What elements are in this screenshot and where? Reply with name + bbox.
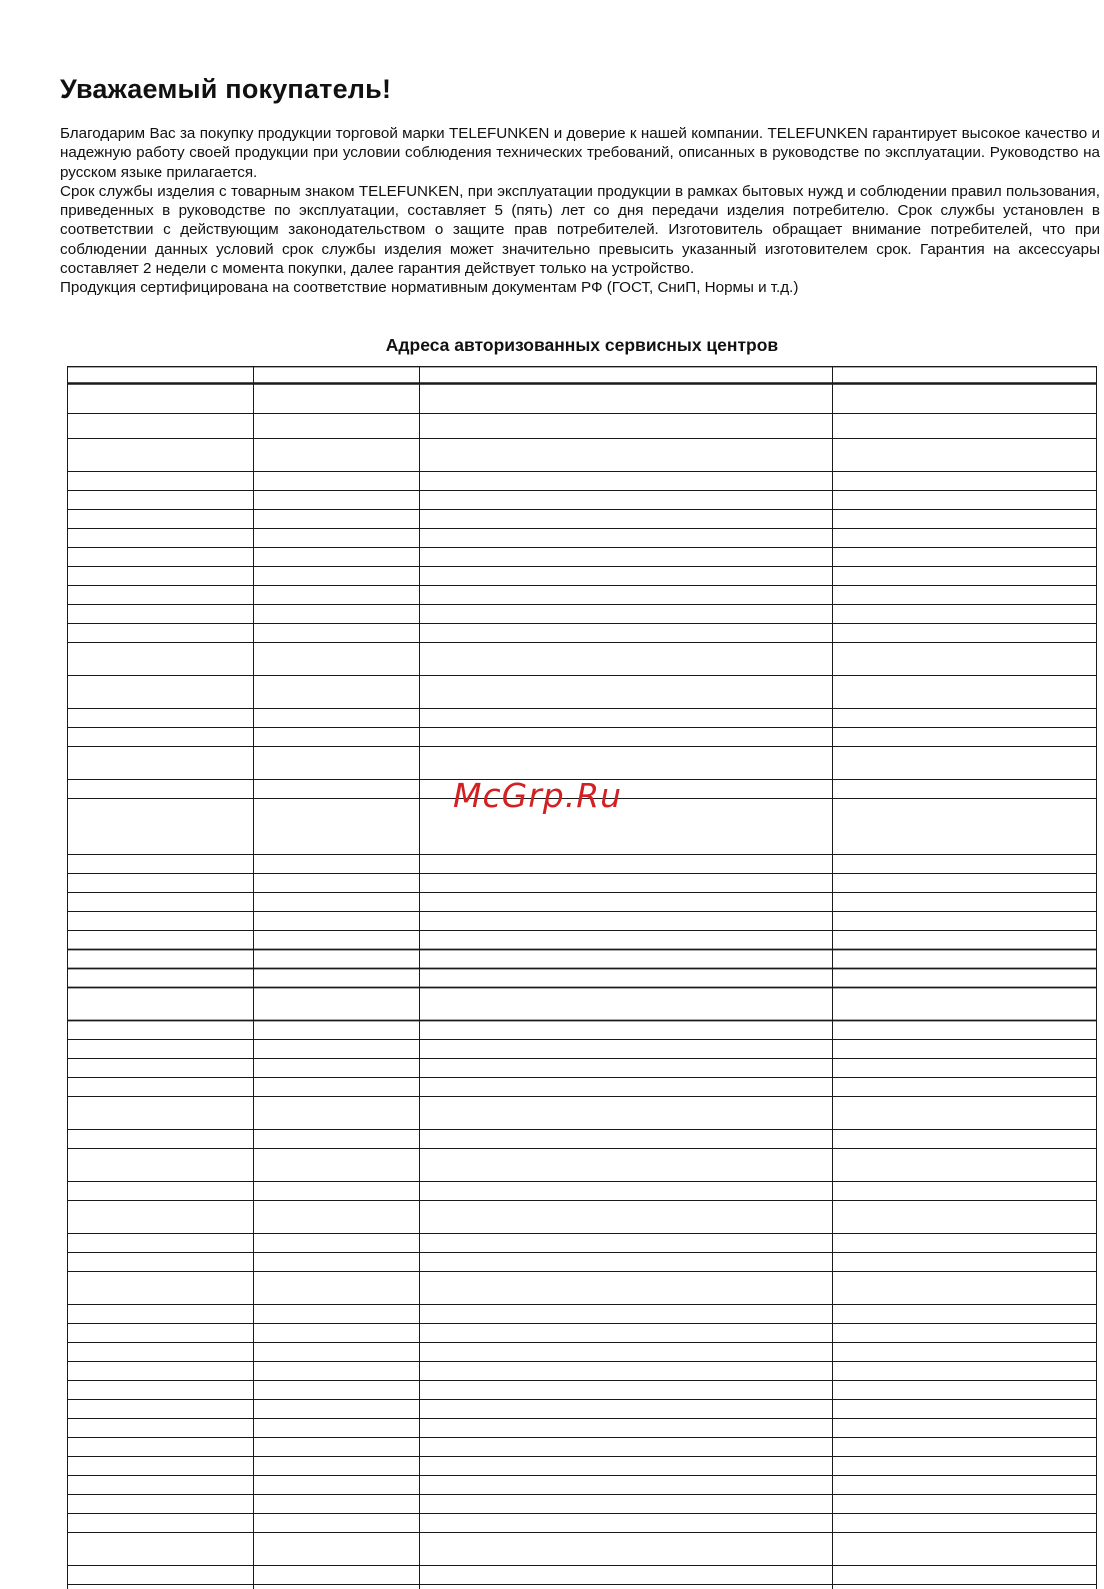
- service-centers-title: Адреса авторизованных сервисных центров: [385, 335, 779, 355]
- service-centers-table-grid: [67, 366, 1097, 1589]
- intro-paragraph-certification: Продукция сертифицирована на соответствие нормативным документам РФ (ГОСТ, СниП, Нормы и т.д.): [60, 279, 799, 297]
- page-title: Уважаемый покупатель!: [60, 74, 392, 104]
- service-centers-table: [67, 366, 1097, 1589]
- intro-paragraph-service-life: Срок службы изделия с товарным знаком TELEFUNKEN, при эксплуатации продукции в рамках бытовых нужд и соблюдении правил пользования, приведенных в руководстве по эксплуатации, составляет 5 (пять) лет со дня передачи изделия потребителю. Срок службы установлен в соответствии с действующим законодательством о защите прав потребителей. Изготовитель обращает внимание потребителей, что при соблюдении данных условий срок службы изделия может значительно превысить указанный изготовителем срок. Гарантия на аксессуары составляет 2 недели с момента покупки, далее гарантия действует только на устройство.: [60, 182, 1100, 278]
- watermark: McGrp.Ru: [453, 776, 623, 815]
- intro-text: [60, 124, 1100, 298]
- intro-paragraph-thanks: Благодарим Вас за покупку продукции торговой марки TELEFUNKEN и доверие к нашей компании. TELEFUNKEN гарантирует высокое качество и надежную работу своей продукции при условии соблюдения технических требований, описанных в руководстве по эксплуатации. Руководство на русском языке прилагается.: [60, 125, 1100, 181]
